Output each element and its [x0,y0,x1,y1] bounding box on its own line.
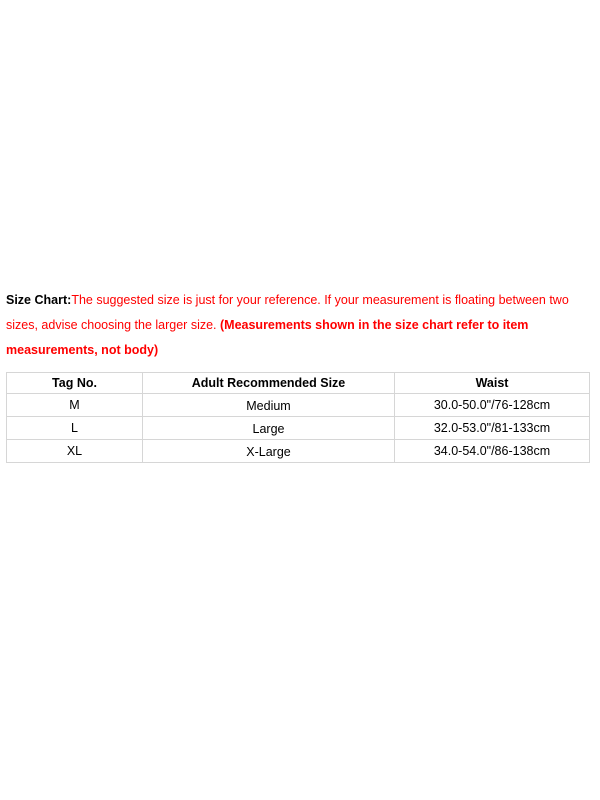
cell-size: X-Large [143,440,395,463]
table-row [7,440,590,463]
table-header-row [7,373,590,394]
cell-waist: 30.0-50.0"/76-128cm [395,394,590,417]
header-adult-recommended-size: Adult Recommended Size [143,373,395,394]
size-chart-separator: : [67,293,72,307]
size-chart-label: Size Chart [6,293,68,307]
cell-waist: 32.0-53.0"/81-133cm [395,417,590,440]
table-row [7,394,590,417]
header-waist: Waist [395,373,590,394]
header-tag-no: Tag No. [7,373,143,394]
size-table [6,372,590,463]
measurement-note: (Measurements shown in the size chart refer to item measurements, not body) [6,318,529,357]
size-advice-text: The suggested size is just for your reference. If your measurement is floating between two sizes, advise choosing the larger size. [6,293,569,332]
cell-waist: 34.0-54.0"/86-138cm [395,440,590,463]
cell-size: Large [143,417,395,440]
cell-tag-no: L [7,417,143,440]
table-row [7,417,590,440]
size-chart-note [6,288,596,363]
cell-tag-no: M [7,394,143,417]
cell-tag-no: XL [7,440,143,463]
cell-size: Medium [143,394,395,417]
